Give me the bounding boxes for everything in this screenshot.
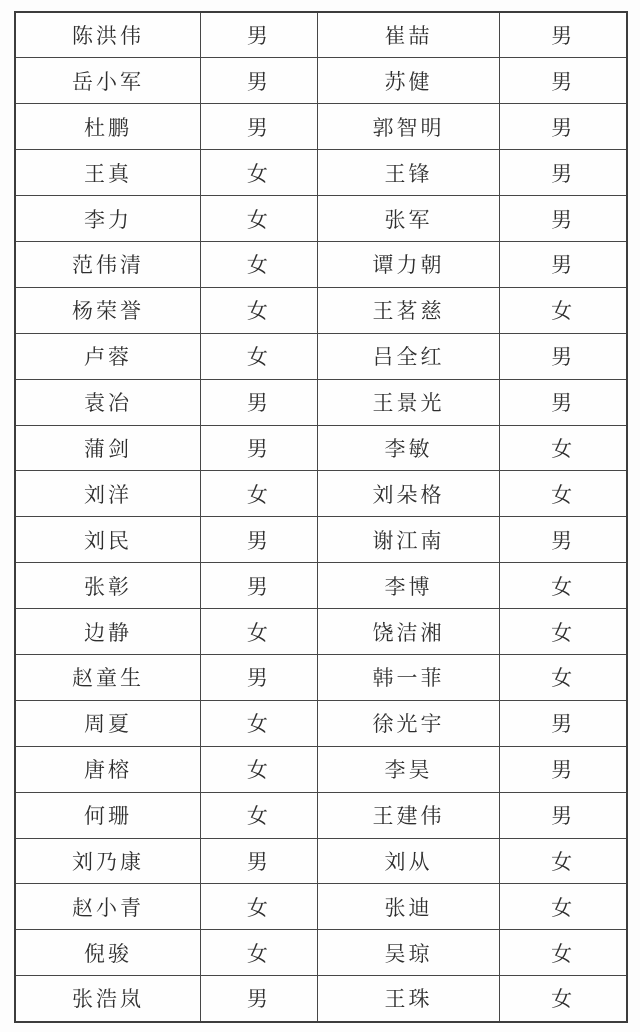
name-cell: 陈洪伟 [15,12,200,58]
table-row [15,287,627,333]
gender-cell: 男 [500,241,627,287]
table-row [15,12,627,58]
name-cell: 李博 [317,563,499,609]
name-cell: 郭智明 [317,104,499,150]
table-row [15,333,627,379]
gender-cell: 女 [500,287,627,333]
gender-cell: 男 [500,700,627,746]
roster-table-body [15,12,627,1022]
gender-cell: 女 [500,471,627,517]
name-gender-table [14,11,628,1023]
table-row [15,746,627,792]
name-cell: 张浩岚 [15,976,200,1022]
table-row [15,976,627,1022]
gender-cell: 男 [500,333,627,379]
gender-cell: 女 [500,976,627,1022]
name-cell: 刘从 [317,838,499,884]
gender-cell: 女 [500,425,627,471]
name-cell: 谭力朝 [317,241,499,287]
gender-cell: 女 [200,150,317,196]
name-cell: 王真 [15,150,200,196]
gender-cell: 男 [200,379,317,425]
name-cell: 杨荣誉 [15,287,200,333]
table-row [15,241,627,287]
name-cell: 唐榕 [15,746,200,792]
gender-cell: 男 [500,517,627,563]
gender-cell: 男 [200,58,317,104]
gender-cell: 男 [200,517,317,563]
name-cell: 韩一菲 [317,654,499,700]
table-row [15,563,627,609]
name-cell: 李昊 [317,746,499,792]
table-row [15,58,627,104]
name-cell: 周夏 [15,700,200,746]
table-row [15,654,627,700]
gender-cell: 女 [200,196,317,242]
gender-cell: 女 [200,884,317,930]
table-row [15,700,627,746]
table-row [15,792,627,838]
name-cell: 刘民 [15,517,200,563]
gender-cell: 男 [500,58,627,104]
table-row [15,196,627,242]
name-cell: 王锋 [317,150,499,196]
gender-cell: 女 [200,792,317,838]
gender-cell: 女 [500,884,627,930]
name-cell: 刘朵格 [317,471,499,517]
gender-cell: 女 [200,700,317,746]
table-row [15,609,627,655]
gender-cell: 女 [200,471,317,517]
gender-cell: 女 [200,287,317,333]
name-cell: 刘洋 [15,471,200,517]
name-cell: 李敏 [317,425,499,471]
gender-cell: 女 [200,930,317,976]
gender-cell: 男 [500,379,627,425]
table-row [15,150,627,196]
table-row [15,104,627,150]
gender-cell: 男 [200,425,317,471]
gender-cell: 女 [200,333,317,379]
name-cell: 张迪 [317,884,499,930]
gender-cell: 女 [500,654,627,700]
name-cell: 张军 [317,196,499,242]
name-cell: 王茗慈 [317,287,499,333]
gender-cell: 男 [200,12,317,58]
name-cell: 吕全红 [317,333,499,379]
name-cell: 张彰 [15,563,200,609]
gender-cell: 男 [200,654,317,700]
name-cell: 卢蓉 [15,333,200,379]
name-cell: 王珠 [317,976,499,1022]
table-row [15,838,627,884]
name-cell: 边静 [15,609,200,655]
name-cell: 苏健 [317,58,499,104]
gender-cell: 女 [500,609,627,655]
gender-cell: 女 [500,930,627,976]
gender-cell: 男 [200,563,317,609]
name-cell: 李力 [15,196,200,242]
name-cell: 王景光 [317,379,499,425]
name-cell: 袁冶 [15,379,200,425]
gender-cell: 男 [500,196,627,242]
name-cell: 赵童生 [15,654,200,700]
gender-cell: 男 [200,838,317,884]
name-cell: 蒲剑 [15,425,200,471]
gender-cell: 女 [500,838,627,884]
name-cell: 吴琼 [317,930,499,976]
gender-cell: 男 [500,792,627,838]
name-cell: 王建伟 [317,792,499,838]
table-row [15,517,627,563]
name-cell: 饶洁湘 [317,609,499,655]
table-row [15,425,627,471]
table-row [15,379,627,425]
gender-cell: 男 [500,104,627,150]
name-cell: 刘乃康 [15,838,200,884]
name-cell: 谢江南 [317,517,499,563]
gender-cell: 男 [500,150,627,196]
gender-cell: 女 [200,746,317,792]
name-cell: 何珊 [15,792,200,838]
gender-cell: 男 [200,104,317,150]
name-cell: 赵小青 [15,884,200,930]
table-row [15,471,627,517]
name-cell: 徐光宇 [317,700,499,746]
name-cell: 岳小军 [15,58,200,104]
table-row [15,884,627,930]
name-cell: 倪骏 [15,930,200,976]
name-cell: 范伟清 [15,241,200,287]
gender-cell: 男 [500,746,627,792]
table-row [15,930,627,976]
gender-cell: 女 [200,241,317,287]
gender-cell: 女 [500,563,627,609]
gender-cell: 男 [500,12,627,58]
gender-cell: 女 [200,609,317,655]
gender-cell: 男 [200,976,317,1022]
name-cell: 崔喆 [317,12,499,58]
name-cell: 杜鹏 [15,104,200,150]
